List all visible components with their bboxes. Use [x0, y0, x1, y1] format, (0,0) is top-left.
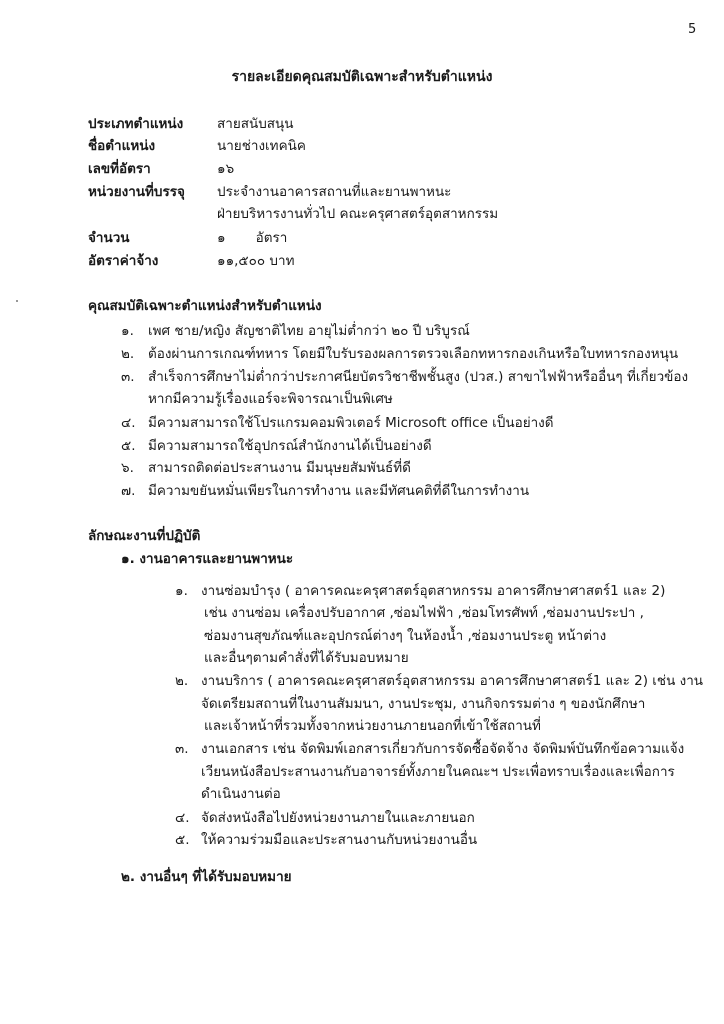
info-value-wage: ๑๑,๕๐๐ บาท	[217, 253, 295, 269]
task-line: เวียนหนังสือประสานงานกับอาจารย์ทั้งภายในคณะฯ ประเพื่อทราบเรื่องและเพื่อการ	[201, 764, 675, 780]
task-line: จัดส่งหนังสือไปยังหน่วยงานภายในและภายนอก	[201, 810, 475, 826]
qualification-number: ๔.	[121, 415, 136, 431]
task-line: งานเอกสาร เช่น จัดพิมพ์เอกสารเกี่ยวกับการจัดซื้อจัดจ้าง จัดพิมพ์บันทึกข้อความแจ้ง	[201, 741, 685, 757]
qualification-number: ๑.	[121, 323, 134, 339]
qualifications-heading: คุณสมบัติเฉพาะตำแหน่งสำหรับตำแหน่ง	[88, 298, 322, 314]
task-line: งานบริการ ( อาคารคณะครุศาสตร์อุตสาหกรรม อาคารศึกษาศาสตร์1 และ 2) เช่น งาน	[201, 673, 704, 689]
task-number: ๒.	[175, 673, 189, 689]
task-line: และเจ้าหน้าที่รวมทั้งจากหน่วยงานภายนอกที่เข้าใช้สถานที่	[204, 718, 541, 734]
duties-heading: ลักษณะงานที่ปฏิบัติ	[88, 528, 201, 544]
qualification-number: ๓.	[121, 369, 135, 385]
info-label-position-name: ชื่อตำแหน่ง	[88, 138, 156, 154]
info-label-department: หน่วยงานที่บรรจุ	[88, 184, 185, 200]
qualification-number: ๗.	[121, 483, 136, 499]
task-line: งานซ่อมบำรุง ( อาคารคณะครุศาสตร์อุตสาหกรรม อาคารศึกษาศาสตร์1 และ 2)	[201, 583, 666, 599]
duties-section-1: ๑. งานอาคารและยานพาหนะ	[121, 551, 294, 567]
task-line: จัดเตรียมสถานที่ในงานสัมมนา, งานประชุม, งานกิจกรรมต่าง ๆ ของนักศึกษา	[201, 696, 646, 712]
task-line: ดำเนินงานต่อ	[201, 786, 281, 802]
info-value-department: ประจำงานอาคารสถานที่และยานพาหนะ	[217, 184, 452, 200]
qualification-number: ๕.	[121, 438, 136, 454]
info-value-department-line2: ฝ่ายบริหารงานทั่วไป คณะครุศาสตร์อุตสาหกรรม	[217, 206, 499, 222]
qualification-text: สำเร็จการศึกษาไม่ต่ำกว่าประกาศนียบัตรวิชาชีพชั้นสูง (ปวส.) สาขาไฟฟ้าหรืออื่นๆ ที่เกี่ยวข้อง	[148, 369, 689, 385]
task-line: และอื่นๆตามคำสั่งที่ได้รับมอบหมาย	[204, 650, 409, 666]
task-number: ๓.	[175, 741, 189, 757]
task-line: เช่น งานซ่อม เครื่องปรับอากาศ ,ซ่อมไฟฟ้า ,ซ่อมโทรศัพท์ ,ซ่อมงานประปา ,	[204, 605, 644, 621]
info-label-wage: อัตราค่าจ้าง	[88, 253, 159, 269]
qualification-text: ต้องผ่านการเกณฑ์ทหาร โดยมีใบรับรองผลการตรวจเลือกทหารกองเกินหรือใบทหารกองหนุน	[148, 346, 679, 362]
info-value-quantity: ๑ อัตรา	[217, 230, 288, 246]
qualification-number: ๒.	[121, 346, 135, 362]
task-number: ๔.	[175, 810, 190, 826]
qualification-number: ๖.	[121, 460, 134, 476]
info-value-rate-number: ๑๖	[217, 161, 235, 177]
qualification-text: มีความขยันหมั่นเพียรในการทำงาน และมีทัศนคติที่ดีในการทำงาน	[148, 483, 530, 499]
qualification-text: สามารถติดต่อประสานงาน มีมนุษยสัมพันธ์ที่ดี	[148, 460, 411, 476]
info-label-position-type: ประเภทตำแหน่ง	[88, 116, 184, 132]
duties-section-2: ๒. งานอื่นๆ ที่ได้รับมอบหมาย	[121, 869, 292, 885]
info-value-position-type: สายสนับสนุน	[217, 116, 294, 132]
info-label-quantity: จำนวน	[88, 230, 130, 246]
qualification-text: มีความสามารถใช้โปรแกรมคอมพิวเตอร์ Microsoft office เป็นอย่างดี	[148, 415, 554, 431]
info-value-position-name: นายช่างเทคนิค	[217, 138, 306, 154]
task-number: ๕.	[175, 832, 190, 848]
scan-speck	[16, 300, 18, 302]
task-line: ซ่อมงานสุขภัณฑ์และอุปกรณ์ต่างๆ ในห้องน้ำ ,ซ่อมงานประตู หน้าต่าง	[204, 628, 607, 644]
qualification-text-continued: หากมีความรู้เรื่องแอร์จะพิจารณาเป็นพิเศษ	[148, 391, 393, 407]
qualification-text: มีความสามารถใช้อุปกรณ์สำนักงานได้เป็นอย่างดี	[148, 438, 432, 454]
task-number: ๑.	[175, 583, 188, 599]
page-number: 5	[688, 22, 697, 37]
task-line: ให้ความร่วมมือและประสานงานกับหน่วยงานอื่น	[201, 832, 478, 848]
info-label-rate-number: เลขที่อัตรา	[88, 161, 151, 177]
qualification-text: เพศ ชาย/หญิง สัญชาติไทย อายุไม่ต่ำกว่า ๒๐ ปี บริบูรณ์	[148, 323, 470, 339]
page-title: รายละเอียดคุณสมบัติเฉพาะสำหรับตำแหน่ง	[231, 69, 493, 85]
